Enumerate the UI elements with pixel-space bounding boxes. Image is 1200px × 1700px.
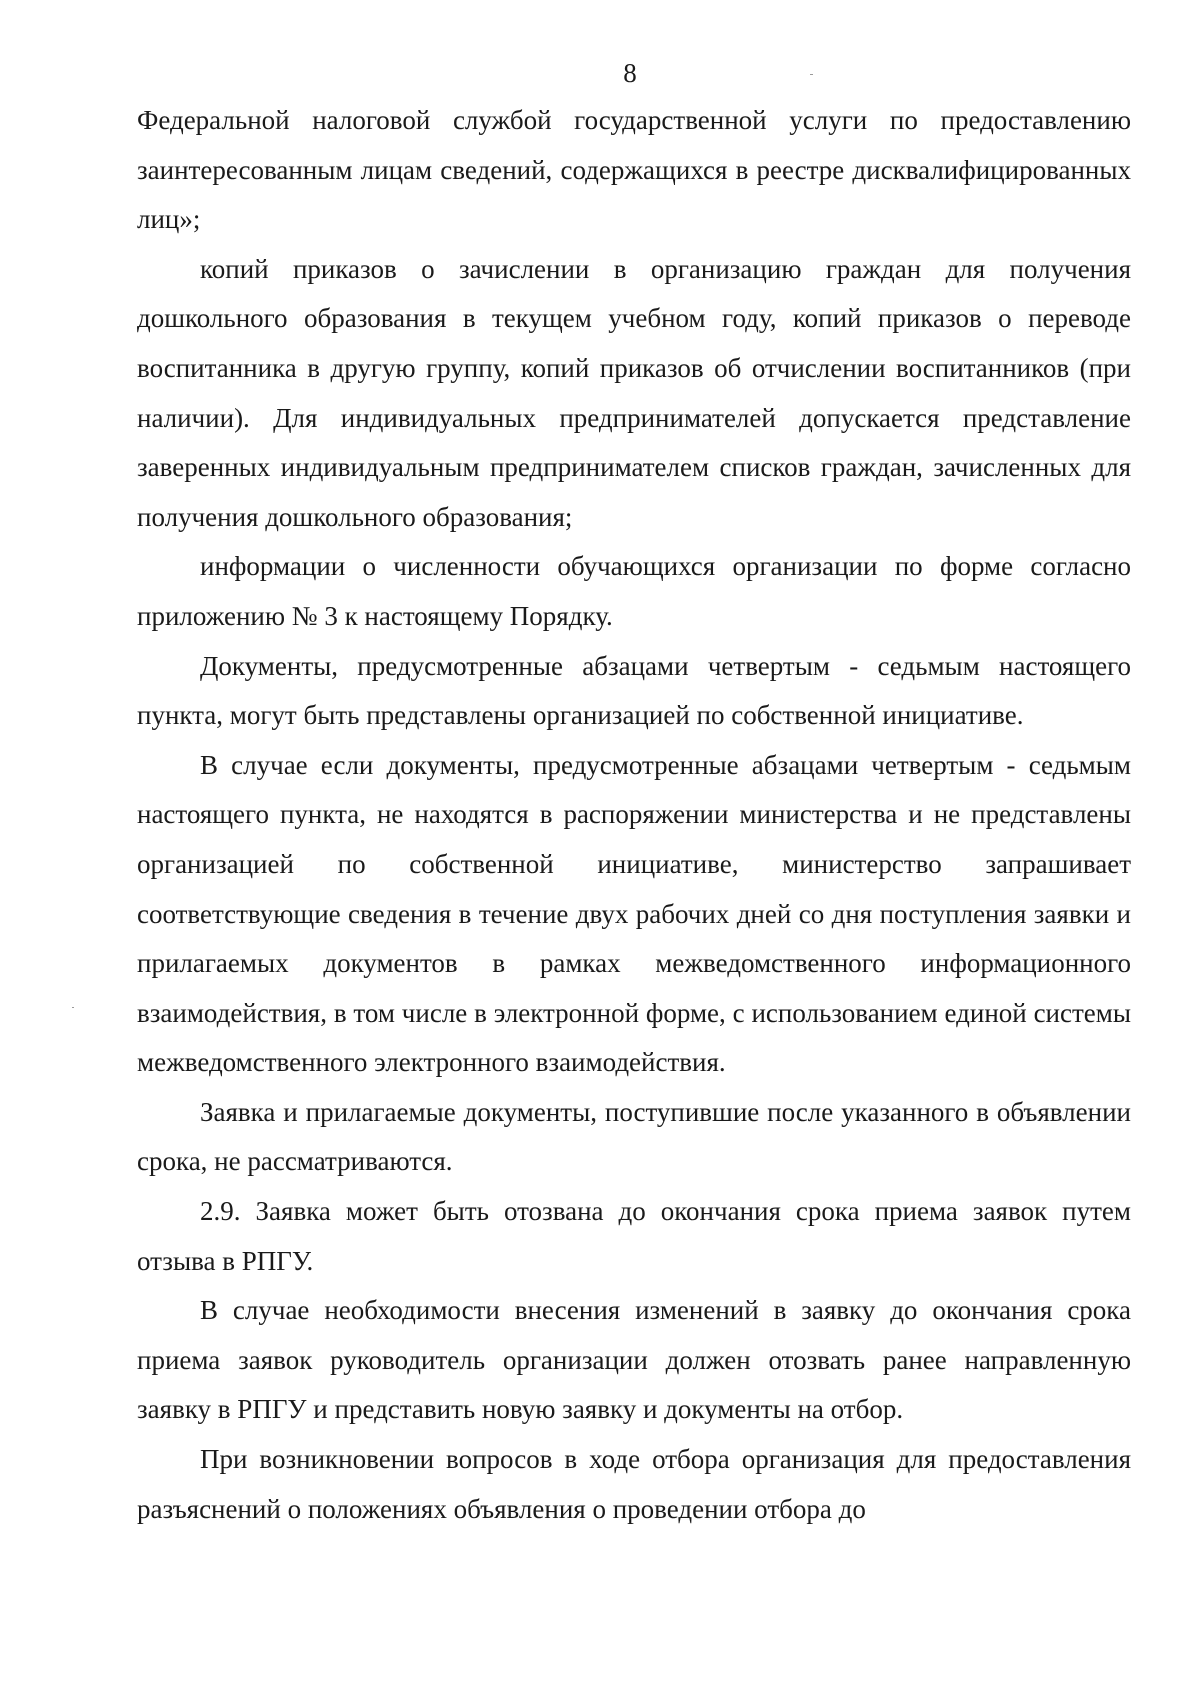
paragraph-4: Документы, предусмотренные абзацами четвертым - седьмым настоящего пункта, могут быть представлены организацией по собственной инициативе. (137, 650, 1131, 731)
scan-artifact (72, 1007, 74, 1008)
paragraph-2: копий приказов о зачислении в организацию граждан для получения дошкольного образования в текущем учебном году, копий приказов о переводе воспитанника в другую группу, копий приказов об отчислении воспитанников (при наличии). Для индивидуальных предпринимателей допускается представление заверенных индивидуальным предпринимателем списков граждан, зачисленных для получения дошкольного образования; (137, 253, 1131, 532)
paragraph-5: В случае если документы, предусмотренные абзацами четвертым - седьмым настоящего пункта, не находятся в распоряжении министерства и не представлены организацией по собственной инициативе, министерство запрашивает соответствующие сведения в течение двух рабочих дней со дня поступления заявки и прилагаемых документов в рамках межведомственного информационного взаимодействия, в том числе в электронной форме, с использованием единой системы межведомственного электронного взаимодействия. (137, 749, 1131, 1078)
page-number: 8 (623, 58, 637, 88)
paragraph-3: информации о численности обучающихся организации по форме согласно приложению № 3 к настоящему Порядку. (137, 551, 1131, 631)
paragraph-8: В случае необходимости внесения изменений в заявку до окончания срока приема заявок руководитель организации должен отозвать ранее направленную заявку в РПГУ и представить новую заявку и документы на отбор. (137, 1295, 1131, 1425)
paragraph-1: Федеральной налоговой службой государственной услуги по предоставлению заинтересованным лицам сведений, содержащихся в реестре дисквалифицированных лиц»; (137, 105, 1131, 235)
paragraph-7: 2.9. Заявка может быть отозвана до окончания срока приема заявок путем отзыва в РПГУ. (137, 1196, 1131, 1276)
paragraph-9: При возникновении вопросов в ходе отбора организация для предоставления разъяснений о положениях объявления о проведении отбора до (137, 1444, 1131, 1524)
scan-artifact (810, 74, 813, 75)
paragraph-6: Заявка и прилагаемые документы, поступившие после указанного в объявлении срока, не рассматриваются. (137, 1096, 1131, 1177)
document-body (137, 96, 1131, 1534)
